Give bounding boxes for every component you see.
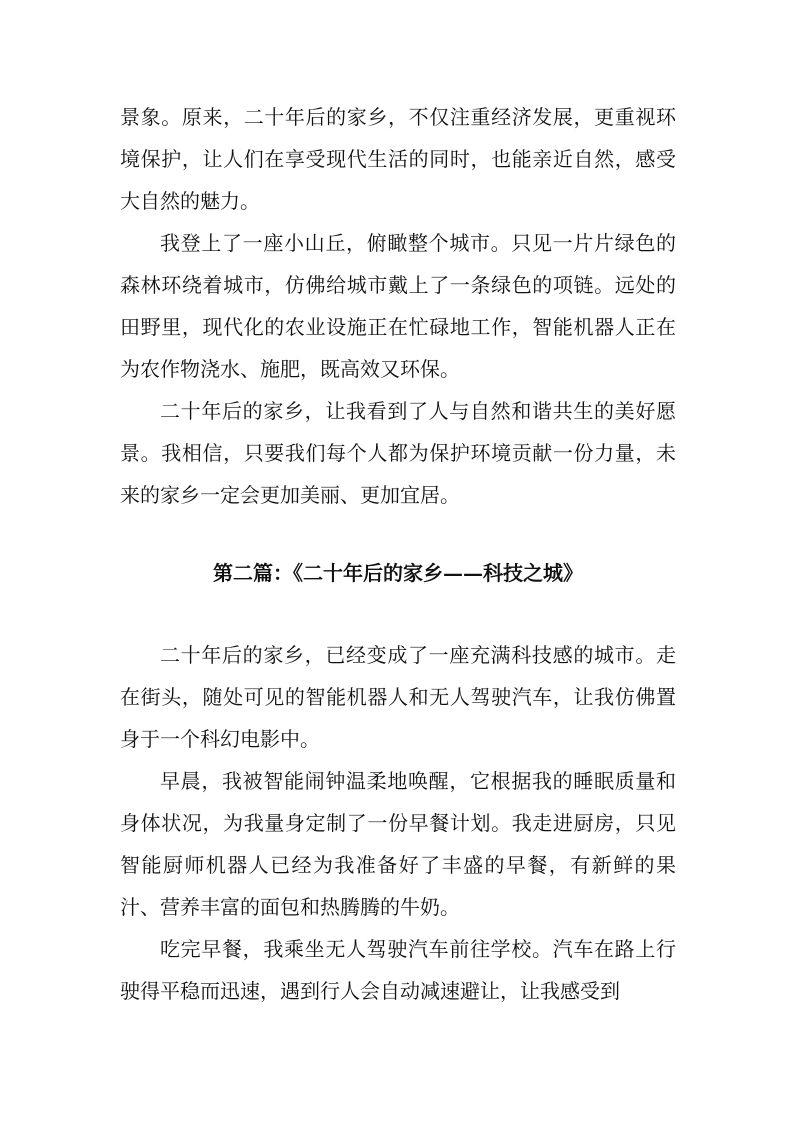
paragraph-vision: 二十年后的家乡，让我看到了人与自然和谐共生的美好愿景。我相信，只要我们每个人都为保护环境贡献一份力量，未来的家乡一定会更加美丽、更加宜居。 [120, 399, 676, 507]
paragraph-morning: 早晨，我被智能闹钟温柔地唤醒，它根据我的睡眠质量和身体状况，为我量身定制了一份早餐计划。我走进厨房，只见智能厨师机器人已经为我准备好了丰盛的早餐，有新鲜的果汁、营养丰富的面包和热腾腾的牛奶。 [120, 769, 676, 919]
document-page [120, 96, 676, 1012]
section-heading: 第二篇：《二十年后的家乡——科技之城》 [213, 561, 583, 585]
paragraph-tech-city: 二十年后的家乡，已经变成了一座充满科技感的城市。走在街头，随处可见的智能机器人和无人驾驶汽车，让我仿佛置身于一个科幻电影中。 [120, 643, 676, 751]
paragraph-hilltop-view: 我登上了一座小山丘，俯瞰整个城市。只见一片片绿色的森林环绕着城市，仿佛给城市戴上了一条绿色的项链。远处的田野里，现代化的农业设施正在忙碌地工作，智能机器人正在为农作物浇水、施肥，既高效又环保。 [120, 231, 676, 381]
paragraph-commute: 吃完早餐，我乘坐无人驾驶汽车前往学校。汽车在路上行驶得平稳而迅速，遇到行人会自动减速避让，让我感受到 [120, 937, 676, 1003]
paragraph-continuation: 景象。原来，二十年后的家乡，不仅注重经济发展，更重视环境保护，让人们在享受现代生活的同时，也能亲近自然，感受大自然的魅力。 [120, 105, 676, 213]
